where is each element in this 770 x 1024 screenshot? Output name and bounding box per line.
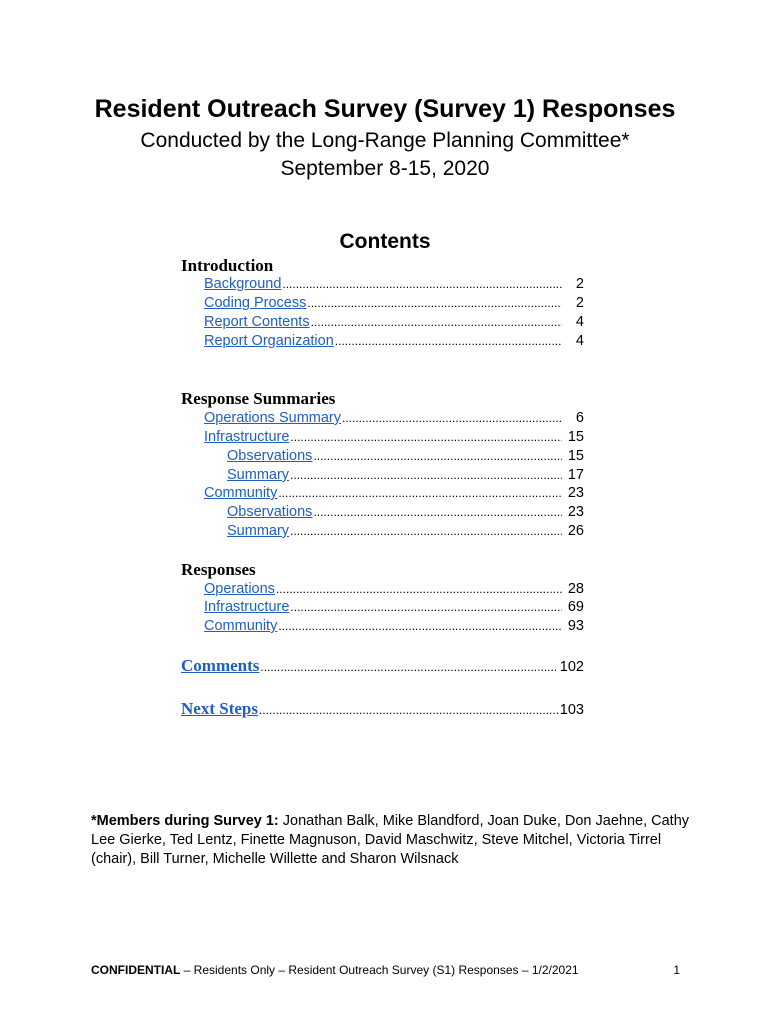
toc-page-number: 4 [575, 314, 584, 330]
toc-leader [335, 332, 562, 351]
toc-page-number: 15 [567, 429, 584, 445]
toc-page-number: 2 [575, 295, 584, 311]
toc-link[interactable]: Infrastructure [204, 429, 290, 445]
toc-entry-infrastructure-summary[interactable] [204, 428, 584, 447]
toc-page-number: 6 [575, 410, 584, 426]
section-heading-introduction: Introduction [181, 256, 274, 275]
toc-link[interactable]: Next Steps [181, 699, 258, 718]
toc-leader [260, 656, 557, 678]
toc-entry-operations-summary[interactable] [204, 409, 584, 428]
toc-link[interactable]: Observations [227, 504, 313, 520]
toc-link[interactable]: Summary [227, 523, 290, 539]
toc-leader [307, 294, 562, 313]
toc-page-number: 103 [559, 702, 584, 718]
toc-link[interactable]: Report Organization [204, 333, 334, 349]
document-title: Resident Outreach Survey (Survey 1) Responses [94, 95, 676, 123]
toc-leader [282, 275, 562, 294]
toc-entry-community-summary-sub[interactable] [227, 522, 584, 541]
toc-link[interactable]: Summary [227, 467, 290, 483]
toc-entry-report-organization[interactable] [204, 332, 584, 351]
toc-entry-comments[interactable] [181, 655, 584, 677]
toc-entry-infrastructure-observations[interactable] [227, 447, 584, 466]
toc-link[interactable]: Background [204, 276, 282, 292]
toc-page-number: 102 [559, 659, 584, 675]
toc-leader [290, 428, 562, 447]
toc-leader [290, 466, 562, 485]
toc-page-number: 23 [567, 504, 584, 520]
toc-link[interactable]: Community [204, 485, 278, 501]
toc-page-number: 26 [567, 523, 584, 539]
toc-leader [290, 598, 562, 617]
document-subtitle-dates: September 8-15, 2020 [280, 157, 490, 180]
toc-page-number: 2 [575, 276, 584, 292]
section-heading-responses: Responses [181, 560, 256, 579]
toc-link[interactable]: Observations [227, 448, 313, 464]
toc-leader [259, 699, 558, 721]
contents-heading: Contents [339, 230, 431, 253]
toc-leader [290, 522, 562, 541]
toc-entry-next-steps[interactable] [181, 698, 584, 720]
toc-page-number: 28 [567, 581, 584, 597]
toc-page-number: 15 [567, 448, 584, 464]
toc-leader [276, 580, 562, 599]
toc-link[interactable]: Community [204, 618, 278, 634]
toc-leader [278, 617, 562, 636]
footer-confidential: CONFIDENTIAL [91, 963, 181, 977]
toc-entry-community-summary[interactable] [204, 484, 584, 503]
toc-entry-infrastructure-responses[interactable] [204, 598, 584, 617]
footer-text: – Residents Only – Resident Outreach Survey (S1) Responses – 1/2/2021 [180, 963, 579, 977]
toc-page-number: 23 [567, 485, 584, 501]
toc-entry-community-responses[interactable] [204, 617, 584, 636]
committee-members-note [91, 812, 691, 869]
toc-leader [313, 447, 562, 466]
toc-leader [313, 503, 562, 522]
toc-link[interactable]: Comments [181, 656, 260, 675]
page-number: 1 [673, 963, 680, 977]
toc-leader [278, 484, 562, 503]
members-label: *Members during Survey 1: [91, 813, 279, 829]
toc-entry-community-observations[interactable] [227, 503, 584, 522]
document-subtitle-committee: Conducted by the Long-Range Planning Committee* [140, 129, 630, 152]
toc-link[interactable]: Operations [204, 581, 275, 597]
toc-entry-infrastructure-summary-sub[interactable] [227, 466, 584, 485]
members-names: Jonathan Balk, Mike Blandford, Joan Duke, Don Jaehne, Cathy Lee Gierke, Ted Lentz, Finette Magnuson, David Maschwitz, Steve Mitchel, Victoria Tirrel (chair), Bill Turner, Michelle Willette and Sharon Wilsnack [91, 813, 690, 867]
section-heading-response-summaries: Response Summaries [181, 389, 336, 408]
toc-page-number: 17 [567, 467, 584, 483]
toc-entry-coding-process[interactable] [204, 294, 584, 313]
toc-page-number: 4 [575, 333, 584, 349]
toc-entry-report-contents[interactable] [204, 313, 584, 332]
toc-leader [342, 409, 562, 428]
toc-link[interactable]: Report Contents [204, 314, 310, 330]
toc-page-number: 93 [567, 618, 584, 634]
toc-leader [311, 313, 562, 332]
toc-entry-background[interactable] [204, 275, 584, 294]
toc-link[interactable]: Operations Summary [204, 410, 341, 426]
toc-entry-operations-responses[interactable] [204, 580, 584, 599]
toc-link[interactable]: Coding Process [204, 295, 307, 311]
page-footer [91, 962, 691, 978]
toc-page-number: 69 [567, 599, 584, 615]
toc-link[interactable]: Infrastructure [204, 599, 290, 615]
